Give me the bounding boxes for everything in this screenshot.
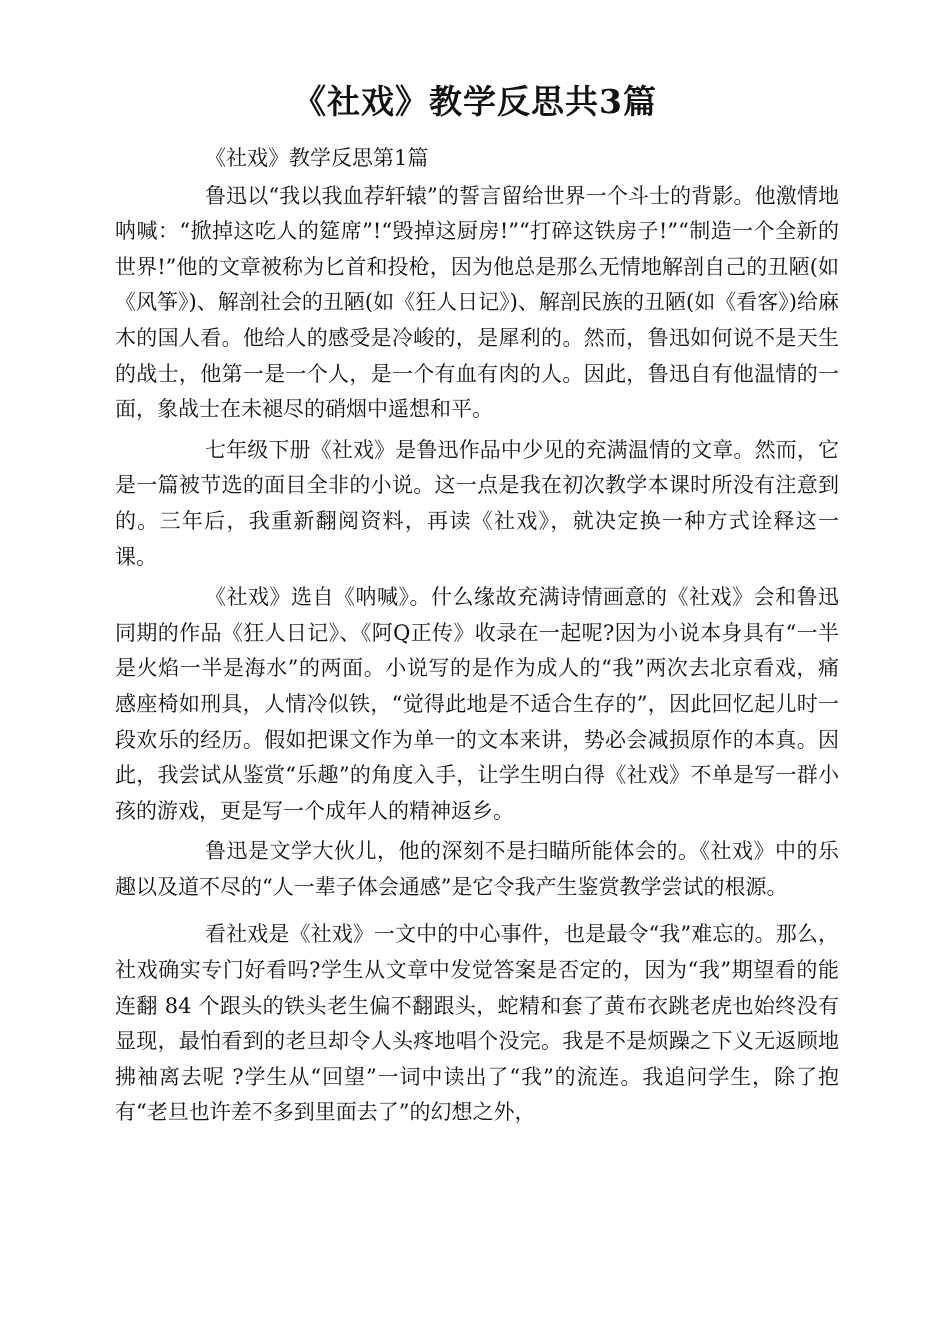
paragraph-3: 《社戏》选自《呐喊》。什么缘故充满诗情画意的《社戏》会和鲁迅同期的作品《狂人日记》、《阿Q正传》收录在一起呢?因为小说本身具有“一半是火焰一半是海水”的两面。小说写的是作为成人的“我”两次去北京看戏，痛感座椅如刑具，人情冷似铁，“觉得此地是不适合生存的”，因此回忆起儿时一段欢乐的经历。假如把课文作为单一的文本来讲，势必会减损原作的本真。因此，我尝试从鉴赏“乐趣”的角度入手，让学生明白得《社戏》不单是写一群小孩的游戏，更是写一个成年人的精神返乡。 [115, 585, 839, 823]
document-title: 《社戏》教学反思共3篇 [293, 82, 657, 121]
paragraph-1: 鲁迅以“我以我血荐轩辕”的誓言留给世界一个斗士的背影。他激情地呐喊：“掀掉这吃人的筵席”!“毁掉这厨房!”“打碎这铁房子!”“制造一个全新的世界!”他的文章被称为匕首和投枪，因为他总是那么无情地解剖自己的丑陋(如《风筝》)、解剖社会的丑陋(如《狂人日记》)、解剖民族的丑陋(如《看客》)给麻木的国人看。他给人的感受是冷峻的，是犀利的。然而，鲁迅如何说不是天生的战士，他第一是一个人，是一个有血有肉的人。因此，鲁迅自有他温情的一面，象战士在未褪尽的硝烟中遥想和平。 [115, 183, 839, 422]
section-subtitle: 《社戏》教学反思第1篇 [205, 146, 429, 170]
paragraph-5: 看社戏是《社戏》一文中的中心事件，也是最令“我”难忘的。那么，社戏确实专门好看吗?学生从文章中发觉答案是否定的，因为“我”期望看的能连翻 84 个跟头的铁头老生偏不翻跟头，蛇精和套了黄布衣跳老虎也始终没有显现，最怕看到的老旦却令人头疼地唱个没完。我是不是烦躁之下义无返顾地拂袖离去呢 ?学生从“回望”一词中读出了“我”的流连。我追问学生，除了抱有“老旦也许差不多到里面去了”的幻想之外， [115, 922, 839, 1125]
document-body [115, 141, 839, 1131]
paragraph-2: 七年级下册《社戏》是鲁迅作品中少见的充满温情的文章。然而，它是一篇被节选的面目全非的小说。这一点是我在初次教学本课时所没有注意到的。三年后，我重新翻阅资料，再读《社戏》，就决定换一种方式诠释这一课。 [115, 437, 839, 569]
paragraph-4: 鲁迅是文学大伙儿，他的深刻不是扫瞄所能体会的。《社戏》中的乐趣以及道不尽的“人一辈子体会通感”是它令我产生鉴赏教学尝试的根源。 [115, 839, 839, 899]
